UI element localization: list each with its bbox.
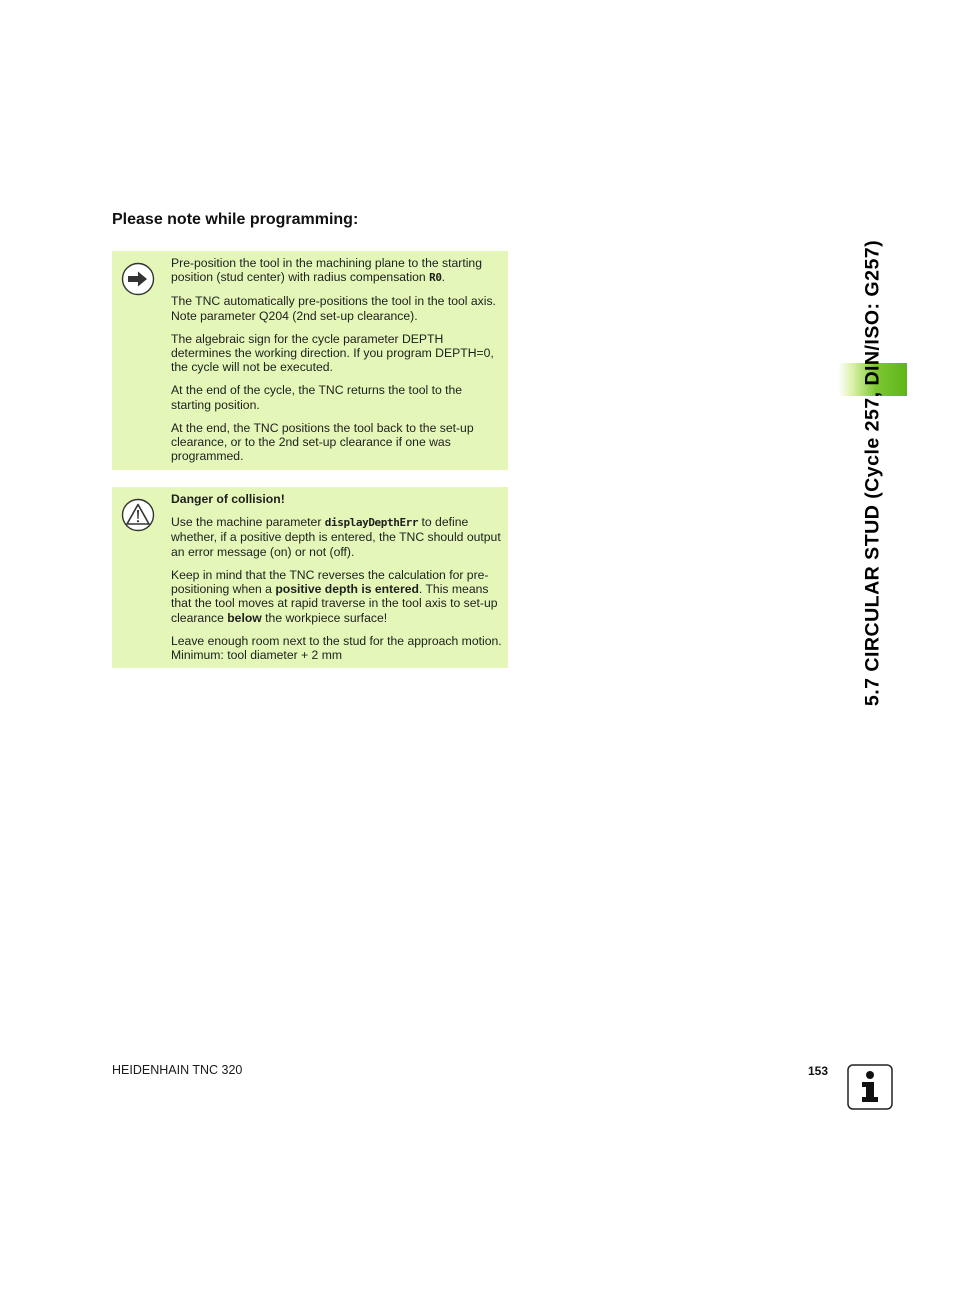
info-note-paragraph: At the end, the TNC positions the tool back to the set-up clearance, or to the 2nd set-up clearance if one was programmed. [171, 420, 474, 464]
footer-product-title: HEIDENHAIN TNC 320 [112, 1063, 243, 1077]
bold-run: positive depth is entered [275, 582, 419, 597]
code-r0: R0 [429, 271, 442, 285]
text-run: the workpiece surface! [261, 610, 388, 625]
text-run: Keep in mind that the TNC reverses the calculation for pre-positioning when a [171, 567, 489, 597]
danger-note-box [112, 487, 508, 668]
arrow-right-icon [121, 262, 155, 296]
chapter-side-title [862, 218, 884, 728]
danger-note-paragraph [171, 515, 502, 559]
warning-triangle-icon [121, 498, 155, 532]
text-run: . This means that the tool moves at rapid traverse in the tool axis to set-up clearance [171, 582, 498, 625]
info-note-paragraph [171, 256, 502, 286]
bold-run: below [227, 610, 262, 625]
text-run: to define whether, if a positive depth is entered, the TNC should output an error message (on) or not (off). [171, 514, 501, 559]
info-note-box [112, 251, 508, 470]
danger-note-text [171, 492, 502, 671]
text-run: . [441, 270, 445, 285]
text-run: Use the machine parameter [171, 514, 325, 529]
info-note-paragraph: The algebraic sign for the cycle parameter DEPTH determines the working direction. If you program DEPTH=0, the cycle will not be executed. [171, 331, 494, 375]
chapter-side-title-text: 5.7 CIRCULAR STUD (Cycle 257, DIN/ISO: G257) [861, 239, 884, 707]
info-icon [847, 1064, 893, 1110]
code-display-depth-err: displayDepthErr [324, 515, 419, 529]
info-note-paragraph: The TNC automatically pre-positions the tool in the tool axis. Note parameter Q204 (2nd set-up clearance). [171, 294, 496, 323]
section-heading: Please note while programming: [112, 211, 359, 228]
danger-note-paragraph [171, 568, 502, 626]
info-note-text [171, 256, 502, 472]
danger-note-paragraph: Leave enough room next to the stud for the approach motion. Minimum: tool diameter + 2 mm [171, 633, 502, 663]
info-note-paragraph: At the end of the cycle, the TNC returns the tool to the starting position. [171, 383, 463, 412]
text-run: Pre-position the tool in the machining plane to the starting position (stud center) with radius compensation [171, 256, 482, 285]
danger-note-title: Danger of collision! [171, 492, 285, 506]
page-number: 153 [808, 1064, 829, 1078]
